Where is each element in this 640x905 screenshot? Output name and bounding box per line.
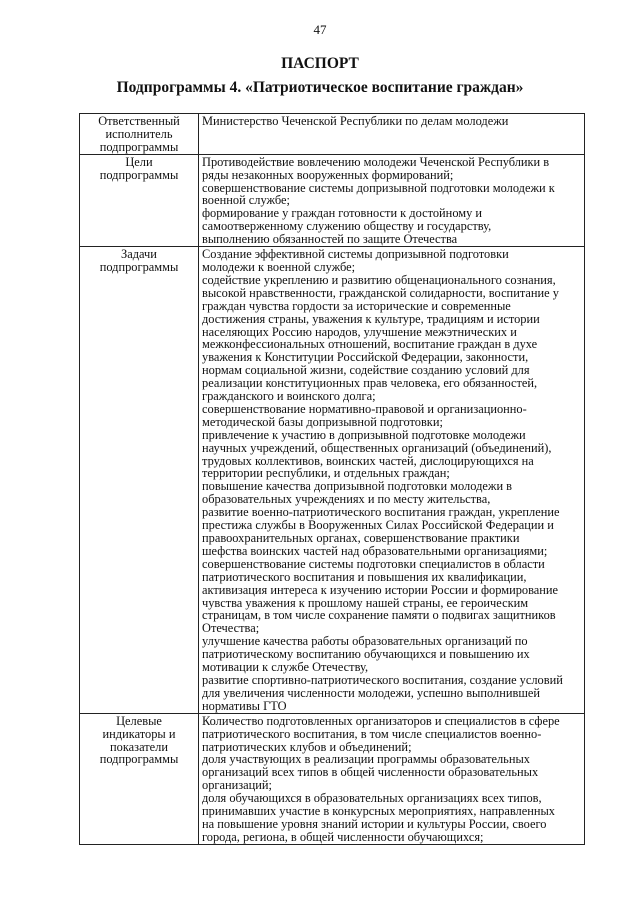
row-label-line: исполнитель bbox=[105, 126, 173, 141]
row-content-line: совершенствование нормативно-правовой и организационно- bbox=[202, 401, 527, 416]
row-content-line: граждан чувства гордости за исторические и современные bbox=[202, 298, 511, 313]
row-content-line: организаций всех типов в общей численности образовательных bbox=[202, 765, 539, 780]
row-content-line: активизация интереса к изучению истории России и формирование bbox=[202, 582, 559, 597]
row-content-line: привлечение к участию в допризывной подготовке молодежи bbox=[202, 427, 526, 442]
document-title: ПАСПОРТ bbox=[281, 55, 359, 72]
row-label-line: Задачи bbox=[121, 247, 157, 262]
row-content-line: Отечества; bbox=[202, 621, 260, 636]
row-label-line: подпрограммы bbox=[99, 259, 179, 274]
row-content-line: повышение качества допризывной подготовки молодежи в bbox=[202, 479, 513, 494]
row-content-line: молодежи к военной службе; bbox=[202, 259, 356, 274]
row-content-line: методической базы допризывной подготовки; bbox=[202, 414, 443, 429]
row-label-line: Целевые bbox=[116, 713, 162, 728]
row-label-line: подпрограммы bbox=[99, 167, 179, 182]
row-content-line: доля участвующих в реализации программы образовательных bbox=[202, 752, 530, 767]
row-content-cell bbox=[199, 713, 585, 844]
row-content-line: военной службе; bbox=[202, 193, 290, 208]
row-content-line: научных учреждений, общественных организаций (объединений), bbox=[202, 440, 552, 455]
row-label-cell bbox=[80, 247, 199, 714]
table-row bbox=[80, 154, 585, 246]
row-content-line: города, региона, в общей численности обучающихся; bbox=[202, 829, 484, 844]
row-content-line: улучшение качества работы образовательных организаций по bbox=[202, 634, 528, 649]
row-content-cell bbox=[199, 154, 585, 246]
row-content-line: организаций; bbox=[202, 778, 272, 793]
row-content-line: Министерство Чеченской Республики по делам молодежи bbox=[202, 114, 509, 128]
row-content-line: престижа службы в Вооруженных Силах Российской Федерации и bbox=[202, 518, 554, 533]
row-content-cell bbox=[199, 114, 585, 155]
table-row bbox=[80, 713, 585, 844]
passport-table bbox=[79, 113, 585, 845]
row-content-line: высокой нравственности, гражданской солидарности, воспитание у bbox=[202, 285, 559, 300]
row-content-cell bbox=[199, 247, 585, 714]
row-content-line: мотивации к службе Отечеству, bbox=[202, 660, 369, 675]
document-subtitle: Подпрограммы 4. «Патриотическое воспитание граждан» bbox=[116, 79, 524, 96]
row-content-line: формирование у граждан готовности к достойному и bbox=[202, 206, 483, 221]
row-label-line: подпрограммы bbox=[99, 139, 179, 154]
row-content-line: совершенствование системы подготовки специалистов в области bbox=[202, 556, 545, 571]
row-content-line: самоотверженному служению обществу и государству, bbox=[202, 219, 492, 234]
row-label-cell bbox=[80, 713, 199, 844]
row-content-line: страницам, в том числе сохранение памяти о подвигах защитников bbox=[202, 608, 556, 623]
row-label-cell bbox=[80, 154, 199, 246]
row-content-line: Количество подготовленных организаторов и специалистов в сфере bbox=[202, 713, 560, 728]
row-content-line: принимавших участие в конкурсных мероприятиях, направленных bbox=[202, 804, 555, 819]
row-content-line: гражданского и воинского долга; bbox=[202, 389, 376, 404]
row-content-line: Создание эффективной системы допризывной подготовки bbox=[202, 247, 509, 262]
row-content-line: выполнению обязанностей по защите Отечества bbox=[202, 232, 458, 247]
row-content-line: нормативы ГТО bbox=[202, 698, 287, 713]
row-label-line: показатели bbox=[110, 739, 168, 754]
row-content-line: ряды незаконных вооруженных формирований; bbox=[202, 167, 454, 182]
row-content-line: трудовых коллективов, воинских частей, дислоцирующихся на bbox=[202, 453, 534, 468]
row-label-cell bbox=[80, 114, 199, 155]
row-content-line: уважения к Конституции Российской Федерации, законности, bbox=[202, 350, 529, 365]
row-content-line: на повышение уровня знаний истории и культуры России, своего bbox=[202, 816, 547, 831]
row-content-line: территории республики, и отдельных граждан; bbox=[202, 466, 450, 481]
page-number: 47 bbox=[313, 22, 327, 37]
row-content-line: чувства уважения к прошлому нашей страны, ее героическим bbox=[202, 595, 529, 610]
row-content-line: шефства воинских частей над образовательными организациями; bbox=[202, 543, 548, 558]
row-content-line: совершенствование системы допризывной подготовки молодежи к bbox=[202, 180, 555, 195]
row-content-line: достижения страны, уважения к культуре, традициям и истории bbox=[202, 311, 540, 326]
row-label-line: Ответственный bbox=[98, 114, 180, 128]
row-content-line: развитие спортивно-патриотического воспитания, создание условий bbox=[202, 672, 563, 687]
table-row bbox=[80, 247, 585, 714]
row-content-line: нормам социальной жизни, содействие созданию условий для bbox=[202, 363, 530, 378]
row-content-line: населяющих Россию народов, улучшение межэтнических и bbox=[202, 324, 517, 339]
row-content-line: патриотическому воспитанию обучающихся и повышению их bbox=[202, 647, 530, 662]
row-label-line: индикаторы и bbox=[102, 726, 176, 741]
row-content-line: межконфессиональных отношений, воспитание граждан в духе bbox=[202, 337, 538, 352]
row-content-line: реализации конституционных прав человека, его обязанностей, bbox=[202, 376, 538, 391]
row-label-line: подпрограммы bbox=[99, 752, 179, 767]
row-label-line: Цели bbox=[125, 154, 153, 169]
row-content-line: патриотических клубов и объединений; bbox=[202, 739, 412, 754]
passport-table-body bbox=[80, 114, 585, 845]
row-content-line: доля обучающихся в образовательных организациях всех типов, bbox=[202, 791, 542, 806]
row-content-line: патриотического воспитания, в том числе специалистов военно- bbox=[202, 726, 542, 741]
table-row bbox=[80, 114, 585, 155]
row-content-line: для увеличения численности молодежи, успешно выполнившей bbox=[202, 685, 540, 700]
row-content-line: Противодействие вовлечению молодежи Чеченской Республики в bbox=[202, 154, 550, 169]
row-content-line: развитие военно-патриотического воспитания граждан, укрепление bbox=[202, 505, 560, 520]
row-content-line: образовательных учреждениях и по месту жительства, bbox=[202, 492, 491, 507]
row-content-line: правоохранительных органах, совершенствование практики bbox=[202, 531, 520, 545]
row-content-line: содействие укреплению и развитию общенационального сознания, bbox=[202, 272, 556, 287]
row-content-line: патриотического воспитания и повышения их квалификации, bbox=[202, 569, 527, 584]
